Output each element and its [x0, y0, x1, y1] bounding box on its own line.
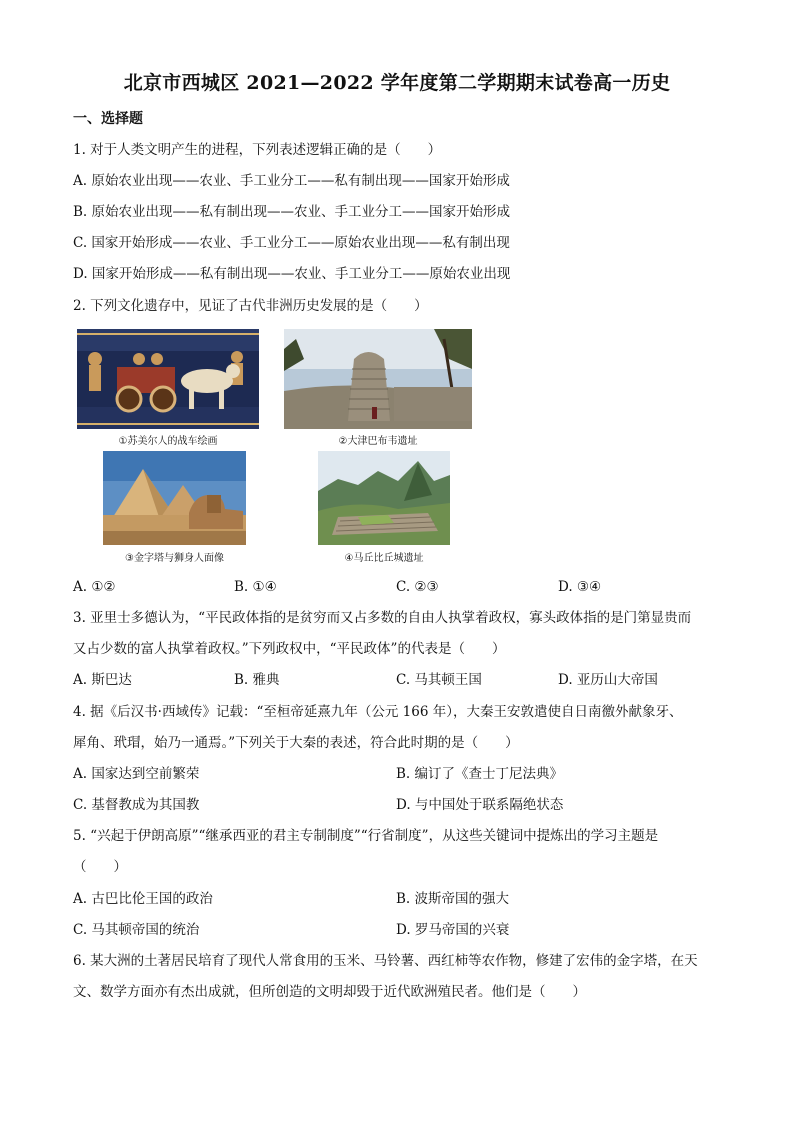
figure-pyramid-sphinx	[103, 451, 246, 545]
question-5-option-c: C. 马其顿帝国的统治	[73, 922, 200, 938]
question-4-option-b: B. 编订了《查士丁尼法典》	[396, 766, 564, 782]
question-2-option-d: D. ③④	[558, 579, 602, 595]
question-5-option-a: A. 古巴比伦王国的政治	[73, 891, 213, 907]
question-5-stem-line-1: 5. “兴起于伊朗高原”“继承西亚的君主专制制度”“行省制度”，从这些关键词中提炼出的学习主题是	[73, 828, 659, 844]
question-3-option-c: C. 马其顿王国	[396, 672, 482, 688]
caption-figure-2: ②大津巴布韦遗址	[338, 436, 418, 447]
caption-figure-3: ③金字塔与狮身人面像	[125, 553, 224, 564]
question-4-option-d: D. 与中国处于联系隔绝状态	[396, 797, 564, 813]
caption-figure-4: ④马丘比丘城遗址	[344, 553, 424, 564]
question-3-option-a: A. 斯巴达	[73, 672, 132, 688]
question-5-option-b: B. 波斯帝国的强大	[396, 891, 510, 907]
question-2-option-a: A. ①②	[73, 579, 116, 595]
question-6-stem-line-2: 文、数学方面亦有杰出成就，但所创造的文明却毁于近代欧洲殖民者。他们是（ ）	[73, 984, 586, 1000]
question-1-option-d: D. 国家开始形成——私有制出现——农业、手工业分工——原始农业出现	[73, 266, 511, 282]
question-1-option-a: A. 原始农业出现——农业、手工业分工——私有制出现——国家开始形成	[73, 173, 510, 189]
question-5-stem-line-2: （ ）	[73, 859, 127, 875]
caption-figure-1: ①苏美尔人的战车绘画	[118, 436, 218, 447]
question-4-option-a: A. 国家达到空前繁荣	[73, 766, 200, 782]
page-title: 北京市西城区 2021—2022 学年度第二学期期末试卷高一历史	[123, 72, 671, 94]
figure-sumerian-chariot	[77, 329, 259, 429]
question-2-option-c: C. ②③	[396, 579, 439, 595]
section-heading: 一、选择题	[73, 111, 143, 127]
question-3-stem-line-1: 3. 亚里士多德认为，“平民政体指的是贫穷而又占多数的自由人执掌着政权，寡头政体指的是门第显贵而	[73, 610, 692, 626]
question-2-option-b: B. ①④	[234, 579, 277, 595]
question-5-option-d: D. 罗马帝国的兴衰	[396, 922, 510, 938]
figure-machu-picchu	[318, 451, 450, 545]
question-1-option-c: C. 国家开始形成——农业、手工业分工——原始农业出现——私有制出现	[73, 235, 510, 251]
question-3-stem-line-2: 又占少数的富人执掌着政权。”下列政权中，“平民政体”的代表是（ ）	[73, 641, 506, 657]
question-3-option-d: D. 亚历山大帝国	[558, 672, 658, 688]
question-3-option-b: B. 雅典	[234, 672, 280, 688]
question-6-stem-line-1: 6. 某大洲的土著居民培育了现代人常食用的玉米、马铃薯、西红柿等农作物，修建了宏伟的金字塔，在天	[73, 953, 698, 969]
question-4-stem-line-2: 犀角、玳瑁，始乃一通焉。”下列关于大秦的表述，符合此时期的是（ ）	[73, 735, 519, 751]
figure-great-zimbabwe	[284, 329, 472, 429]
question-1-option-b: B. 原始农业出现——私有制出现——农业、手工业分工——国家开始形成	[73, 204, 511, 220]
question-4-option-c: C. 基督教成为其国教	[73, 797, 200, 813]
question-2-stem: 2. 下列文化遗存中，见证了古代非洲历史发展的是（ ）	[73, 298, 428, 314]
question-1-stem: 1. 对于人类文明产生的进程，下列表述逻辑正确的是（ ）	[73, 142, 442, 158]
question-4-stem-line-1: 4. 据《后汉书·西域传》记载：“至桓帝延熹九年（公元 166 年），大秦王安敦遣使自日南徼外献象牙、	[73, 704, 683, 720]
